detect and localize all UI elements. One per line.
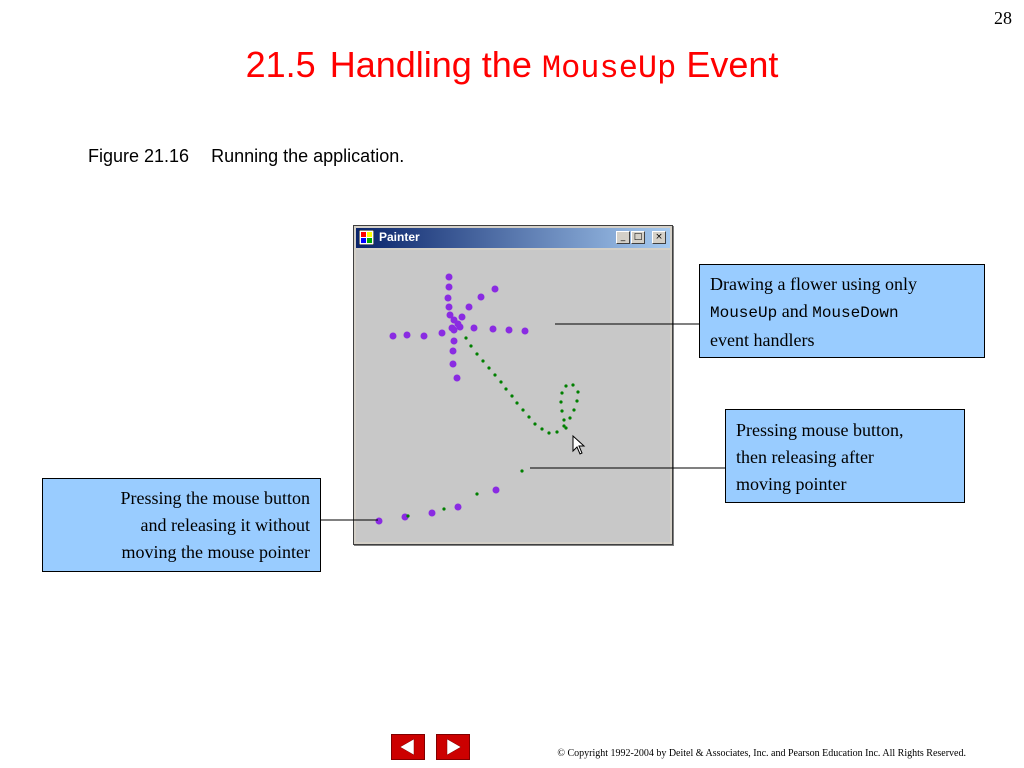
mousedown-code: MouseDown: [812, 304, 899, 322]
drag-callout-line3: moving pointer: [736, 474, 847, 494]
flower-callout-line2: [710, 298, 974, 327]
click-callout-line3: moving the mouse pointer: [121, 542, 310, 562]
figure-caption-text: Running the application.: [211, 146, 405, 166]
click-callout: [42, 478, 321, 572]
flower-callout-line3: event handlers: [710, 330, 815, 350]
drag-callout-line2: then releasing after: [736, 447, 874, 467]
click-callout-line2: and releasing it without: [140, 515, 310, 535]
title-code: MouseUp: [541, 50, 677, 87]
flower-callout-line1: Drawing a flower using only: [710, 274, 917, 294]
and-text: and: [781, 301, 808, 321]
title-number: 21.5: [245, 44, 316, 85]
title-prefix: Handling the: [329, 44, 532, 85]
drag-callout: [725, 409, 965, 503]
minimize-button[interactable]: _: [616, 231, 630, 244]
arrow-right-icon: [437, 735, 469, 759]
flower-callout: [699, 264, 985, 358]
click-callout-line1: Pressing the mouse button: [120, 488, 310, 508]
page-number: 28: [994, 8, 1012, 28]
close-button[interactable]: ×: [652, 231, 666, 244]
previous-slide-button[interactable]: [391, 734, 425, 760]
title-suffix: Event: [686, 44, 779, 85]
drag-callout-line1: Pressing mouse button,: [736, 420, 904, 440]
maximize-button[interactable]: □: [631, 231, 645, 244]
mouseup-code: MouseUp: [710, 304, 778, 322]
arrow-left-icon: [392, 735, 424, 759]
copyright-notice: © Copyright 1992-2004 by Deitel & Associates, Inc. and Pearson Education Inc. All Rights Reserved.: [557, 748, 966, 759]
next-slide-button[interactable]: [436, 734, 470, 760]
figure-label: Figure 21.16: [88, 146, 190, 166]
window-title: Painter: [379, 230, 420, 244]
